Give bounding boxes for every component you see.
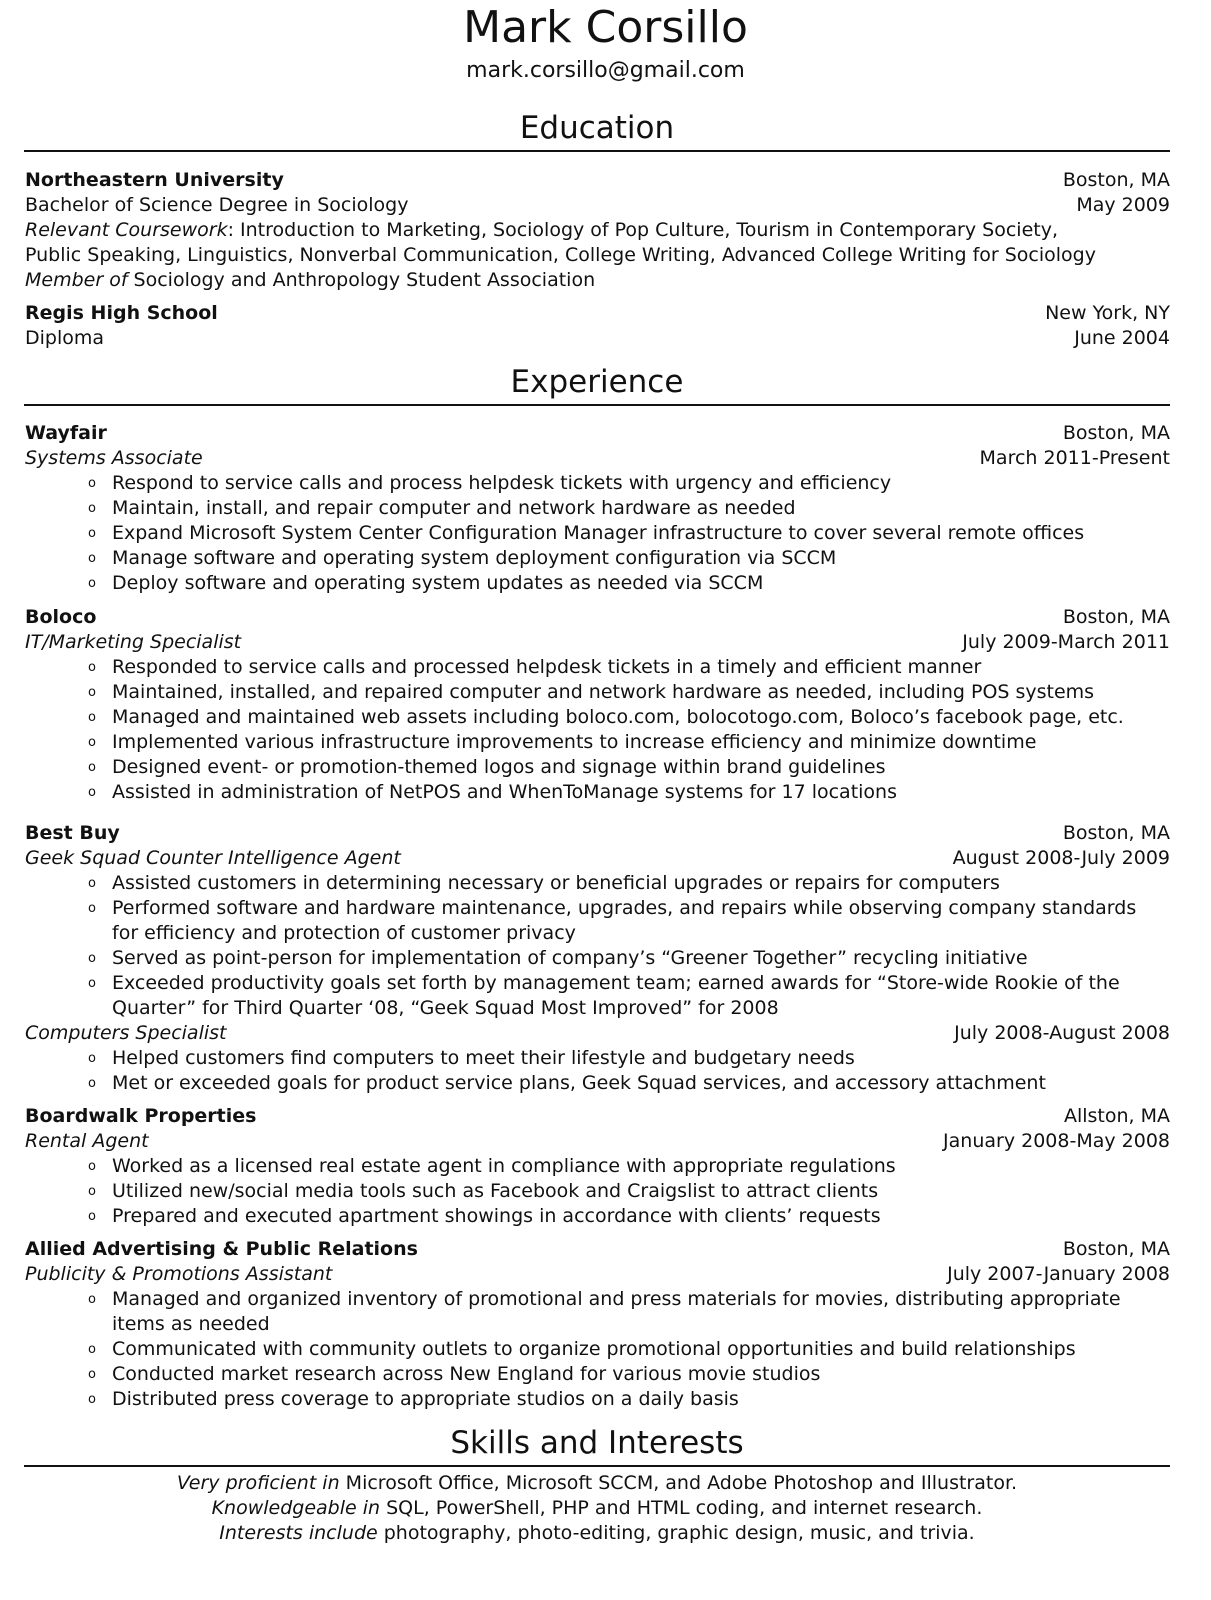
job-role: Publicity & Promotions Assistant [25,1263,333,1285]
school-header [25,301,1170,326]
school-degree-row [25,193,1170,218]
job-role: Rental Agent [25,1130,149,1152]
school-name: Regis High School [25,302,218,324]
bullet-marker: o [88,951,96,966]
bullet-text: Managed and organized inventory of promotional and press materials for movies, distributing appropriate items as needed [112,1288,1121,1335]
bullet-item [88,1071,1162,1096]
school-location: New York, NY [1045,302,1170,324]
bullet-text: Assisted customers in determining necessary or beneficial upgrades or repairs for computers [112,872,1000,894]
bullet-item [88,680,1162,705]
job-role-row [25,846,1170,871]
bullet-marker: o [88,876,96,891]
school-degree-row [25,326,1170,351]
bullet-item [88,471,1162,496]
job-role-row [25,446,1170,471]
skills-heading: Skills and Interests [450,1425,744,1461]
bullet-marker: o [88,660,96,675]
bullet-marker: o [88,1342,96,1357]
bullet-text: Implemented various infrastructure improvements to increase efficiency and minimize downtime [112,731,1037,753]
skill-text: Microsoft Office, Microsoft SCCM, and Adobe Photoshop and Illustrator. [339,1472,1018,1494]
bullet-marker: o [88,735,96,750]
bullet-item [88,1387,1162,1412]
job-header [25,821,1170,846]
job-header [25,605,1170,630]
skill-text: SQL, PowerShell, PHP and HTML coding, and internet research. [380,1497,983,1519]
bullet-text: Managed and maintained web assets including boloco.com, bolocotogo.com, Boloco’s facebook page, etc. [112,706,1124,728]
company-name: Wayfair [25,422,107,444]
bullet-marker: o [88,976,96,991]
bullet-item [88,546,1162,571]
bullet-item [88,1337,1162,1362]
company-name: Boloco [25,606,97,628]
job-dates: March 2011-Present [979,447,1170,469]
bullet-text: Prepared and executed apartment showings in accordance with clients’ requests [112,1205,881,1227]
bullet-marker: o [88,1051,96,1066]
skill-label: Very proficient in [176,1472,340,1494]
job-role-row [25,630,1170,655]
bullet-item [88,871,1162,896]
membership-text: Sociology and Anthropology Student Association [127,269,596,291]
bullet-marker: o [88,476,96,491]
bullet-text: Utilized new/social media tools such as Facebook and Craigslist to attract clients [112,1180,879,1202]
bullet-item [88,730,1162,755]
bullet-item [88,755,1162,780]
bullet-text: Deploy software and operating system updates as needed via SCCM [112,572,764,594]
job-dates: August 2008-July 2009 [952,847,1170,869]
candidate-name: Mark Corsillo [463,2,748,53]
bullet-marker: o [88,685,96,700]
coursework-label: Relevant Coursework [25,219,228,241]
bullet-item [88,655,1162,680]
bullet-text: Expand Microsoft System Center Configuration Manager infrastructure to cover several remote offices [112,522,1085,544]
bullet-text: Exceeded productivity goals set forth by management team; earned awards for “Store-wide Rookie of the Quarter” for Third Quarter ‘08, “Geek Squad Most Improved” for 2008 [112,972,1120,1019]
job-role: Geek Squad Counter Intelligence Agent [25,847,401,869]
bullet-text: Responded to service calls and processed helpdesk tickets in a timely and efficient manner [112,656,982,678]
membership-line [25,268,1170,293]
school-location: Boston, MA [1062,169,1170,191]
bullet-marker: o [88,760,96,775]
bullet-item [88,1362,1162,1387]
bullet-item [88,1179,1162,1204]
bullet-text: Distributed press coverage to appropriate studios on a daily basis [112,1388,739,1410]
job-header [25,1237,1170,1262]
bullet-marker: o [88,901,96,916]
school-date: May 2009 [1076,194,1170,216]
bullet-item [88,571,1162,596]
bullet-marker: o [88,1292,96,1307]
job-location: Boston, MA [1062,822,1170,844]
skills-divider [24,1465,1170,1467]
school-degree: Diploma [25,327,105,349]
bullet-item [88,1154,1162,1179]
job-location: Boston, MA [1062,1238,1170,1260]
school-name: Northeastern University [25,169,284,191]
company-name: Allied Advertising & Public Relations [25,1238,418,1260]
bullet-text: Designed event- or promotion-themed logos and signage within brand guidelines [112,756,886,778]
bullet-marker: o [88,1076,96,1091]
bullet-item [88,780,1162,805]
experience-divider [24,404,1170,406]
bullet-marker: o [88,576,96,591]
bullet-text: Manage software and operating system deployment configuration via SCCM [112,547,837,569]
job-location: Allston, MA [1063,1105,1170,1127]
experience-heading: Experience [510,364,684,400]
membership-label: Member of [25,269,128,291]
bullet-item [88,496,1162,521]
bullet-marker: o [88,1159,96,1174]
job-role-row [25,1262,1170,1287]
bullet-marker: o [88,1392,96,1407]
bullet-text: Respond to service calls and process helpdesk tickets with urgency and efficiency [112,472,892,494]
education-heading: Education [519,110,675,146]
job-role-row [25,1021,1170,1046]
school-date: June 2004 [1074,327,1170,349]
bullet-text: Served as point-person for implementation of company’s “Greener Together” recycling initiative [112,947,1028,969]
bullet-text: Performed software and hardware maintenance, upgrades, and repairs while observing company standards for efficiency and protection of customer privacy [112,897,1137,944]
bullet-marker: o [88,1209,96,1224]
school-header [25,168,1170,193]
skill-line [24,1496,1170,1521]
bullet-marker: o [88,785,96,800]
bullet-item [88,971,1162,1021]
education-divider [24,150,1170,152]
bullet-item [88,1287,1162,1337]
skill-label: Interests include [219,1522,378,1544]
job-dates: January 2008-May 2008 [943,1130,1170,1152]
school-degree: Bachelor of Science Degree in Sociology [25,194,409,216]
bullet-marker: o [88,526,96,541]
skill-label: Knowledgeable in [211,1497,381,1519]
job-location: Boston, MA [1062,422,1170,444]
job-dates: July 2007-January 2008 [947,1263,1170,1285]
bullet-text: Helped customers find computers to meet their lifestyle and budgetary needs [112,1047,855,1069]
coursework-line [25,218,1170,243]
company-name: Boardwalk Properties [25,1105,257,1127]
company-name: Best Buy [25,822,120,844]
job-location: Boston, MA [1062,606,1170,628]
job-role: IT/Marketing Specialist [25,631,242,653]
bullet-text: Communicated with community outlets to organize promotional opportunities and build relationships [112,1338,1076,1360]
coursework-text: : Introduction to Marketing, Sociology of Pop Culture, Tourism in Contemporary Society, [227,219,1058,241]
job-header [25,1104,1170,1129]
bullet-text: Worked as a licensed real estate agent in compliance with appropriate regulations [112,1155,896,1177]
bullet-item [88,1046,1162,1071]
job-role-row [25,1129,1170,1154]
bullet-item [88,896,1162,946]
bullet-marker: o [88,551,96,566]
job-role: Systems Associate [25,447,203,469]
bullet-text: Maintain, install, and repair computer and network hardware as needed [112,497,796,519]
bullet-item [88,1204,1162,1229]
bullet-marker: o [88,1367,96,1382]
job-dates: July 2008-August 2008 [954,1022,1170,1044]
bullet-item [88,521,1162,546]
bullet-text: Conducted market research across New England for various movie studios [112,1363,821,1385]
job-role: Computers Specialist [25,1022,227,1044]
skill-text: photography, photo-editing, graphic design, music, and trivia. [377,1522,975,1544]
bullet-marker: o [88,1184,96,1199]
coursework-line-2: Public Speaking, Linguistics, Nonverbal Communication, College Writing, Advanced College Writing for Sociology [25,244,1096,266]
candidate-email: mark.corsillo@gmail.com [466,58,745,83]
bullet-text: Assisted in administration of NetPOS and WhenToManage systems for 17 locations [112,781,897,803]
bullet-marker: o [88,501,96,516]
skill-line [24,1521,1170,1546]
bullet-text: Met or exceeded goals for product service plans, Geek Squad services, and accessory attachment [112,1072,1046,1094]
bullet-marker: o [88,710,96,725]
bullet-text: Maintained, installed, and repaired computer and network hardware as needed, including POS systems [112,681,1095,703]
bullet-item [88,946,1162,971]
job-header [25,421,1170,446]
skill-line [24,1471,1170,1496]
bullet-item [88,705,1162,730]
job-dates: July 2009-March 2011 [962,631,1170,653]
